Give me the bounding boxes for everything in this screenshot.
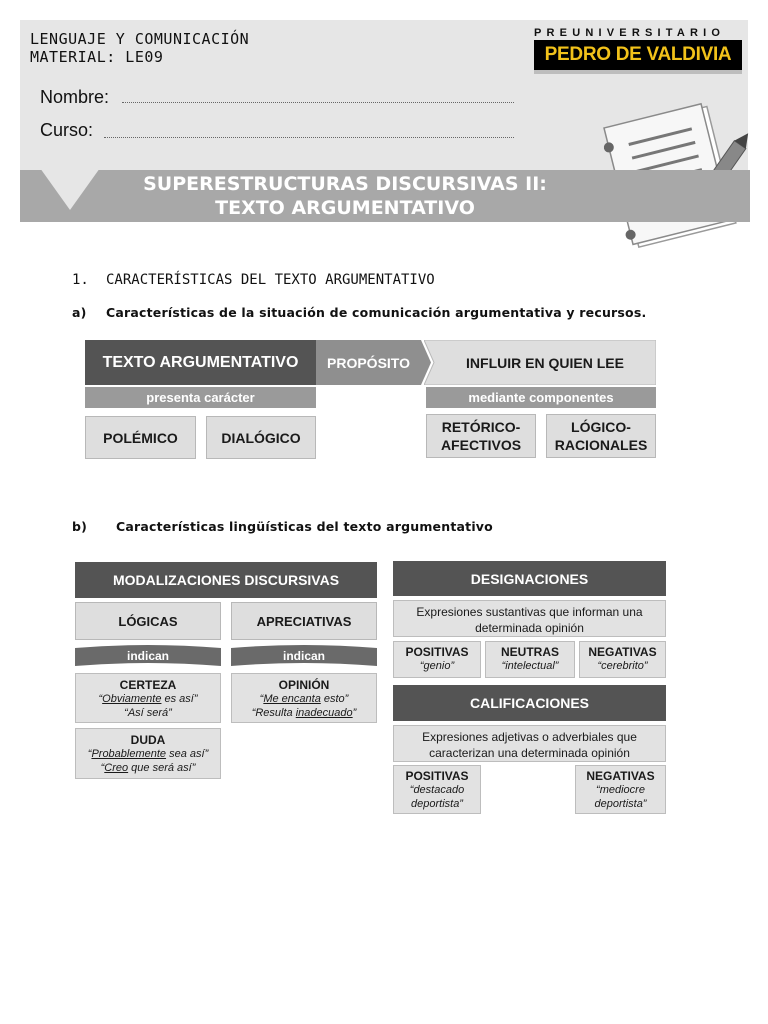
- apreciativas-box: APRECIATIVAS: [231, 602, 377, 640]
- name-label: Nombre:: [40, 87, 110, 107]
- calificaciones-positivas: POSITIVAS “destacado deportista”: [393, 765, 481, 814]
- indican-label-2: indican: [282, 649, 325, 663]
- subsection-a-letter: a): [72, 305, 87, 320]
- subsection-a-title: Características de la situación de comunicación argumentativa y recursos.: [106, 305, 647, 320]
- logo-pedro-de-valdivia: PEDRO DE VALDIVIA: [534, 40, 742, 74]
- calificaciones-header: CALIFICACIONES: [393, 685, 666, 721]
- calificaciones-negativas: NEGATIVAS “mediocre deportista”: [575, 765, 666, 814]
- logo-preuniversitario: PREUNIVERSITARIO: [534, 27, 726, 39]
- course-field[interactable]: [104, 137, 514, 138]
- modalizaciones-header: MODALIZACIONES DISCURSIVAS: [75, 562, 377, 598]
- calificaciones-description: Expresiones adjetivas o adverbiales que caracterizan una determinada opinión: [393, 725, 666, 762]
- designaciones-header: DESIGNACIONES: [393, 561, 666, 596]
- designaciones-description: Expresiones sustantivas que informan una determinada opinión: [393, 600, 666, 637]
- logicas-box: LÓGICAS: [75, 602, 221, 640]
- title-pointer: [40, 168, 100, 212]
- section-title: CARACTERÍSTICAS DEL TEXTO ARGUMENTATIVO: [106, 272, 435, 288]
- designaciones-negativas: NEGATIVAS “cerebrito”: [579, 641, 666, 678]
- name-field[interactable]: [122, 102, 514, 103]
- subsection-b-letter: b): [72, 519, 88, 534]
- proposito-label: PROPÓSITO: [327, 354, 410, 371]
- influir-label: INFLUIR EN QUIEN LEE: [466, 354, 624, 371]
- designaciones-neutras: NEUTRAS “intelectual”: [485, 641, 575, 678]
- retorico-afectivos-box: RETÓRICO- AFECTIVOS: [426, 414, 536, 458]
- logico-racionales-box: LÓGICO- RACIONALES: [546, 414, 656, 458]
- dialogico-box: DIALÓGICO: [206, 416, 316, 459]
- subsection-b-title: Características lingüísticas del texto argumentativo: [116, 519, 493, 534]
- texto-argumentativo-box: TEXTO ARGUMENTATIVO: [85, 340, 316, 385]
- subject-label: LENGUAJE Y COMUNICACIÓN: [30, 30, 250, 48]
- course-label: Curso:: [40, 120, 94, 140]
- designaciones-positivas: POSITIVAS “genio”: [393, 641, 481, 678]
- indican-label-1: indican: [126, 649, 169, 663]
- certeza-box: CERTEZA “Obviamente es así” “Así será”: [75, 673, 221, 723]
- polemico-box: POLÉMICO: [85, 416, 196, 459]
- duda-box: DUDA “Probablemente sea así” “Creo que será así”: [75, 728, 221, 779]
- mediante-componentes-label: mediante componentes: [426, 387, 656, 408]
- presenta-caracter-label: presenta carácter: [85, 387, 316, 408]
- opinion-box: OPINIÓN “Me encanta esto” “Resulta inadecuado”: [231, 673, 377, 723]
- page-title: SUPERESTRUCTURAS DISCURSIVAS II: TEXTO ARGUMENTATIVO: [143, 173, 547, 219]
- material-label: MATERIAL: LE09: [30, 48, 164, 66]
- section-number: 1.: [72, 272, 89, 288]
